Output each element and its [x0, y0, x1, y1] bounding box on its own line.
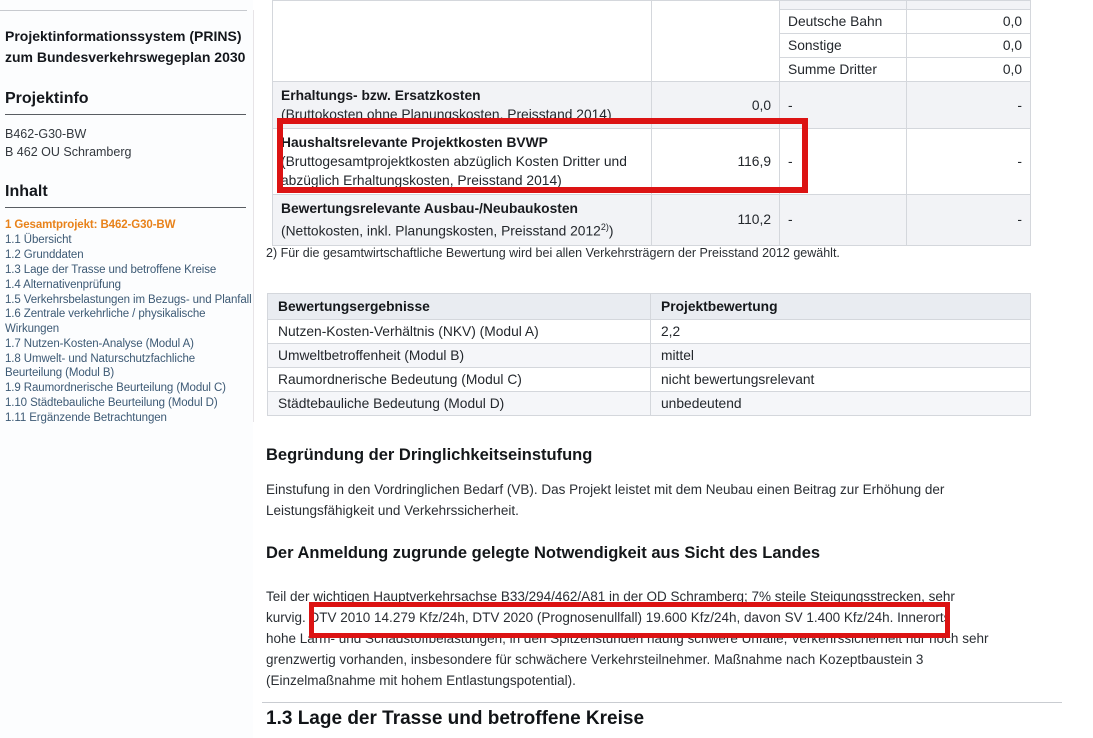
- cost-row-desc: (Bruttogesamtprojektkosten abzüglich Kosten Dritter und abzüglich Erhaltungskosten, Preisstand 2014): [281, 154, 627, 188]
- cost-row-value: 110,2: [652, 195, 780, 246]
- projektinfo-divider: [5, 114, 246, 115]
- sidebar: [0, 0, 253, 738]
- cost-row-dash: -: [780, 129, 907, 195]
- project-id: B462-G30-BW: [5, 127, 87, 141]
- footnote-preisstand: 2) Für die gesamtwirtschaftliche Bewertung wird bei allen Verkehrsträgern der Preisstand 2012 gewählt.: [266, 246, 840, 260]
- cost-row-title: Erhaltungs- bzw. Ersatzkosten: [281, 88, 481, 103]
- results-header: Bewertungsergebnisse: [268, 294, 651, 320]
- text-line: grenzwertig vorhanden, insbesondere für schwächere Verkehrsteilnehmer. Maßnahme nach Kozeptbaustein 3: [266, 652, 924, 667]
- section-divider: [262, 702, 1062, 703]
- results-value: nicht bewertungsrelevant: [651, 368, 1031, 392]
- cost-row-title: Haushaltsrelevante Projektkosten BVWP: [281, 135, 548, 150]
- cost-row-dash: -: [780, 195, 907, 246]
- toc-nav: [5, 218, 253, 425]
- cost-row-value: 0,0: [652, 82, 780, 129]
- cost-cell-partial: [780, 1, 907, 10]
- cost-row-dash: -: [907, 195, 1031, 246]
- text-line: kurvig. DTV 2010 14.279 Kfz/24h, DTV 2020 (Prognosenullfall) 19.600 Kfz/24h, davon SV 1.400 Kfz/24h. Innerorts: [266, 610, 951, 625]
- sidebar-item-grunddaten[interactable]: 1.2 Grunddaten: [5, 248, 84, 261]
- results-table: [267, 293, 1031, 416]
- cost-cell-empty: [273, 1, 652, 82]
- sidebar-item-nutzen-kosten-analyse[interactable]: 1.7 Nutzen-Kosten-Analyse (Modul A): [5, 337, 194, 350]
- third-party-label: Deutsche Bahn: [780, 10, 907, 34]
- results-value: 2,2: [651, 320, 1031, 344]
- sidebar-item-uebersicht[interactable]: 1.1 Übersicht: [5, 233, 72, 246]
- results-value: mittel: [651, 344, 1031, 368]
- sidebar-item-lage-der-trasse[interactable]: 1.3 Lage der Trasse und betroffene Kreise: [5, 263, 217, 276]
- cost-row-desc: (Bruttokosten ohne Planungskosten, Preisstand 2014): [281, 107, 612, 122]
- text-line: Leistungsfähigkeit und Verkehrssicherheit.: [266, 503, 519, 518]
- table-row-raumordnerische-bedeutung: [268, 368, 1031, 392]
- sidebar-top-divider: [0, 10, 247, 11]
- results-label: Raumordnerische Bedeutung (Modul C): [268, 368, 651, 392]
- highlight-box-dtv: [309, 602, 950, 638]
- sidebar-item-alternativenpruefung[interactable]: 1.4 Alternativenprüfung: [5, 278, 121, 291]
- cost-row-dash: -: [907, 129, 1031, 195]
- sidebar-item-raumordnerische-beurteilung[interactable]: 1.9 Raumordnerische Beurteilung (Modul C): [5, 381, 226, 394]
- cost-row-dash: -: [907, 82, 1031, 129]
- third-party-label: Sonstige: [780, 34, 907, 58]
- text-line: Teil der wichtigen Hauptverkehrsachse B33/294/462/A81 in der OD Schramberg; 7% steile Steigungsstrecken, sehr: [266, 589, 955, 604]
- footnote-marker: 2): [600, 222, 609, 232]
- text-line: Einstufung in den Vordringlichen Bedarf (VB). Das Projekt leistet mit dem Neubau einen Beitrag zur Erhöhung der: [266, 482, 945, 497]
- sidebar-item-staedtebauliche-beurteilung[interactable]: 1.10 Städtebauliche Beurteilung (Modul D): [5, 396, 218, 409]
- inhalt-heading: Inhalt: [5, 183, 48, 200]
- section-heading-notwendigkeit: Der Anmeldung zugrunde gelegte Notwendigkeit aus Sicht des Landes: [266, 544, 821, 562]
- results-value: unbedeutend: [651, 392, 1031, 416]
- sidebar-item-gesamtprojekt[interactable]: 1 Gesamtprojekt: B462-G30-BW: [5, 219, 176, 231]
- text-line: (Einzelmaßnahme mit hohem Entlastungspotential).: [266, 673, 576, 688]
- cost-cell-partial: [907, 1, 1031, 10]
- cost-row-desc: (Nettokosten, inkl. Planungskosten, Preisstand 2012$^{2)}$): [281, 222, 614, 239]
- sidebar-content-divider: [253, 10, 254, 422]
- cost-row-dash: -: [780, 82, 907, 129]
- table-row-bewertungsrelevante-kosten: [273, 195, 1031, 246]
- projektinfo-heading: Projektinfo: [5, 90, 89, 107]
- app-title: Projektinformationssystem (PRINS) zum Bundesverkehrswegeplan 2030: [5, 28, 246, 65]
- third-party-value: 0,0: [907, 10, 1031, 34]
- results-label: Nutzen-Kosten-Verhältnis (NKV) (Modul A): [268, 320, 651, 344]
- cost-row-title: Bewertungsrelevante Ausbau-/Neubaukosten: [281, 201, 578, 216]
- highlight-box-projektkosten: [277, 118, 808, 193]
- table-row: [273, 1, 1031, 10]
- project-name: B 462 OU Schramberg: [5, 145, 132, 159]
- section-heading-dringlichkeit: Begründung der Dringlichkeitseinstufung: [266, 446, 593, 464]
- sidebar-item-verkehrsbelastungen[interactable]: 1.5 Verkehrsbelastungen im Bezugs- und Planfall: [5, 293, 252, 306]
- results-label: Städtebauliche Bedeutung (Modul D): [268, 392, 651, 416]
- results-label: Umweltbetroffenheit (Modul B): [268, 344, 651, 368]
- third-party-value: 0,0: [907, 34, 1031, 58]
- sidebar-item-ergaenzende-betrachtungen[interactable]: 1.11 Ergänzende Betrachtungen: [5, 411, 167, 424]
- results-header: Projektbewertung: [651, 294, 1031, 320]
- text-line: hohe Lärm- und Schadstoffbelastungen; in den Spitzenstunden häufig schwere Unfälle; Verkehrssicherheit nur noch sehr: [266, 631, 989, 646]
- sidebar-item-umwelt-beurteilung[interactable]: 1.8 Umwelt- und Naturschutzfachliche Beurteilung (Modul B): [5, 352, 196, 380]
- inhalt-divider: [5, 207, 246, 208]
- sidebar-item-zentrale-wirkungen[interactable]: 1.6 Zentrale verkehrliche / physikalische Wirkungen: [5, 308, 206, 335]
- cost-cell-empty: [652, 1, 780, 82]
- cost-row-label: [273, 195, 652, 246]
- section-heading-lage-der-trasse: 1.3 Lage der Trasse und betroffene Kreise: [266, 708, 645, 729]
- paragraph-dringlichkeit: [266, 479, 944, 521]
- cost-row-value: 116,9: [652, 129, 780, 195]
- table-header-row: [268, 294, 1031, 320]
- table-row-staedtebauliche-bedeutung: [268, 392, 1031, 416]
- third-party-value: 0,0: [907, 58, 1031, 82]
- third-party-label: Summe Dritter: [780, 58, 907, 82]
- table-row-nkv: [268, 320, 1031, 344]
- table-row-umweltbetroffenheit: [268, 344, 1031, 368]
